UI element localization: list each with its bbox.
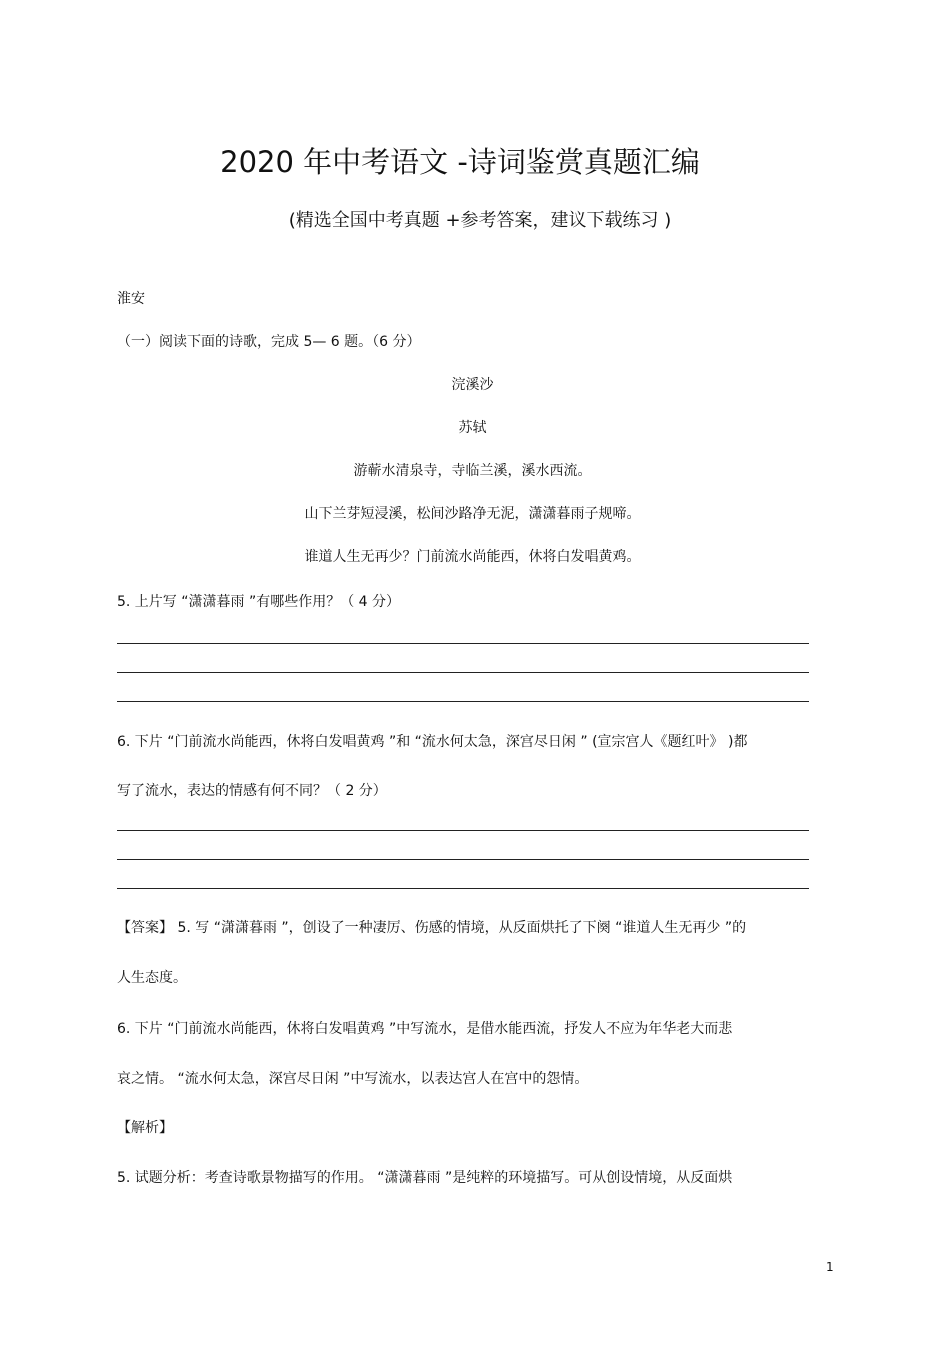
answer-line: [117, 643, 809, 644]
question-6-line-2: 写了流水，表达的情感有何不同？（ 2 分）: [117, 783, 387, 799]
poem-author: 苏轼: [458, 420, 487, 436]
question-5: 5. 上片写 “潇潇暮雨 ”有哪些作用？（ 4 分）: [117, 594, 401, 610]
answer-line: [117, 859, 809, 860]
poem-title: 浣溪沙: [451, 377, 494, 393]
document-title: 2020 年中考语文 -诗词鉴赏真题汇编: [220, 145, 700, 179]
answer-line: [117, 672, 809, 673]
answer-line-2: 人生态度。: [117, 970, 187, 986]
analysis-label: 【解析】: [117, 1120, 173, 1136]
poem-preface: 游蕲水清泉寺，寺临兰溪，溪水西流。: [353, 463, 592, 479]
answer-line: [117, 701, 809, 702]
question-6-line-1: 6. 下片 “门前流水尚能西，休将白发唱黄鸡 ”和 “流水何太急，深宫尽日闲 ” (宣宗宫人《题红叶》 )都: [117, 734, 748, 750]
answer-line-1: 【答案】 5. 写 “潇潇暮雨 ”，创设了一种凄厉、伤感的情境，从反面烘托了下阕 “谁道人生无再少 ”的: [117, 920, 747, 936]
poem-line-2: 谁道人生无再少？门前流水尚能西，休将白发唱黄鸡。: [304, 549, 641, 565]
answer-line: [117, 830, 809, 831]
analysis-line-1: 5. 试题分析：考查诗歌景物描写的作用。 “潇潇暮雨 ”是纯粹的环境描写。可从创设情境，从反面烘: [117, 1170, 733, 1186]
poem-line-1: 山下兰芽短浸溪，松间沙路净无泥，潇潇暮雨子规啼。: [304, 506, 641, 522]
answer-6-line-2: 哀之情。 “流水何太急，深宫尽日闲 ”中写流水，以表达宫人在宫中的怨情。: [117, 1071, 589, 1087]
answer-6-line-1: 6. 下片 “门前流水尚能西，休将白发唱黄鸡 ”中写流水，是借水能西流，抒发人不应为年华老大而悲: [117, 1021, 733, 1037]
page-number: 1: [826, 1260, 834, 1274]
document-subtitle: (精选全国中考真题 +参考答案，建议下载练习 ): [288, 210, 672, 231]
region-label: 淮安: [117, 291, 145, 307]
section-intro: （一）阅读下面的诗歌，完成 5— 6 题。（6 分）: [117, 334, 421, 350]
answer-line: [117, 888, 809, 889]
